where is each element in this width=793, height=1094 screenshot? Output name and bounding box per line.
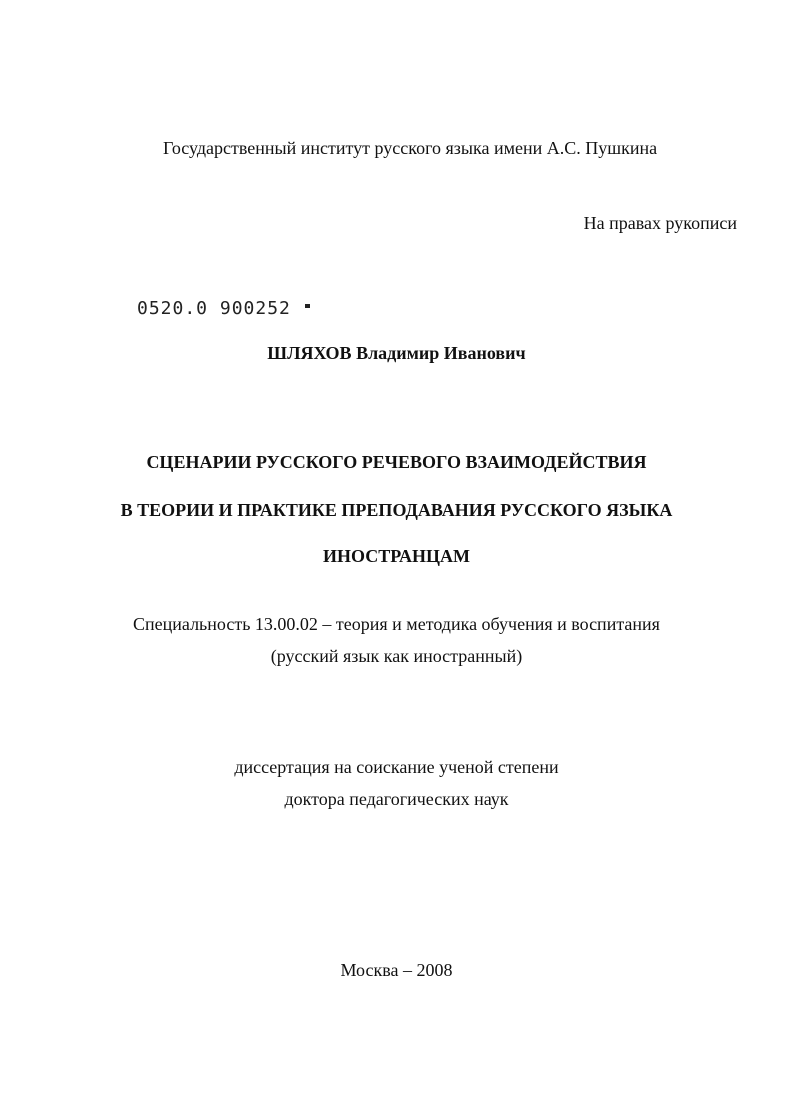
- city-year: Москва – 2008: [340, 960, 453, 980]
- specialty-line-2: (русский язык как иностранный): [270, 646, 523, 666]
- library-code-stamp: [137, 298, 310, 319]
- degree-line-2: доктора педагогических наук: [284, 789, 509, 809]
- stamp-mark-icon: [305, 304, 310, 308]
- author-name: ШЛЯХОВ Владимир Иванович: [267, 343, 526, 363]
- manuscript-rights-note: На правах рукописи: [583, 213, 737, 233]
- dissertation-title-line-3: ИНОСТРАНЦАМ: [323, 546, 470, 566]
- institute-name: Государственный институт русского языка имени А.С. Пушкина: [163, 138, 658, 158]
- dissertation-title-line-2: В ТЕОРИИ И ПРАКТИКЕ ПРЕПОДАВАНИЯ РУССКОГО ЯЗЫКА: [120, 500, 673, 520]
- dissertation-title-line-1: СЦЕНАРИИ РУССКОГО РЕЧЕВОГО ВЗАИМОДЕЙСТВИЯ: [146, 452, 647, 472]
- library-code-text: 0520.0 900252: [137, 298, 291, 319]
- degree-line-1: диссертация на соискание ученой степени: [234, 757, 559, 777]
- specialty-line-1: Специальность 13.00.02 – теория и методика обучения и воспитания: [133, 614, 660, 634]
